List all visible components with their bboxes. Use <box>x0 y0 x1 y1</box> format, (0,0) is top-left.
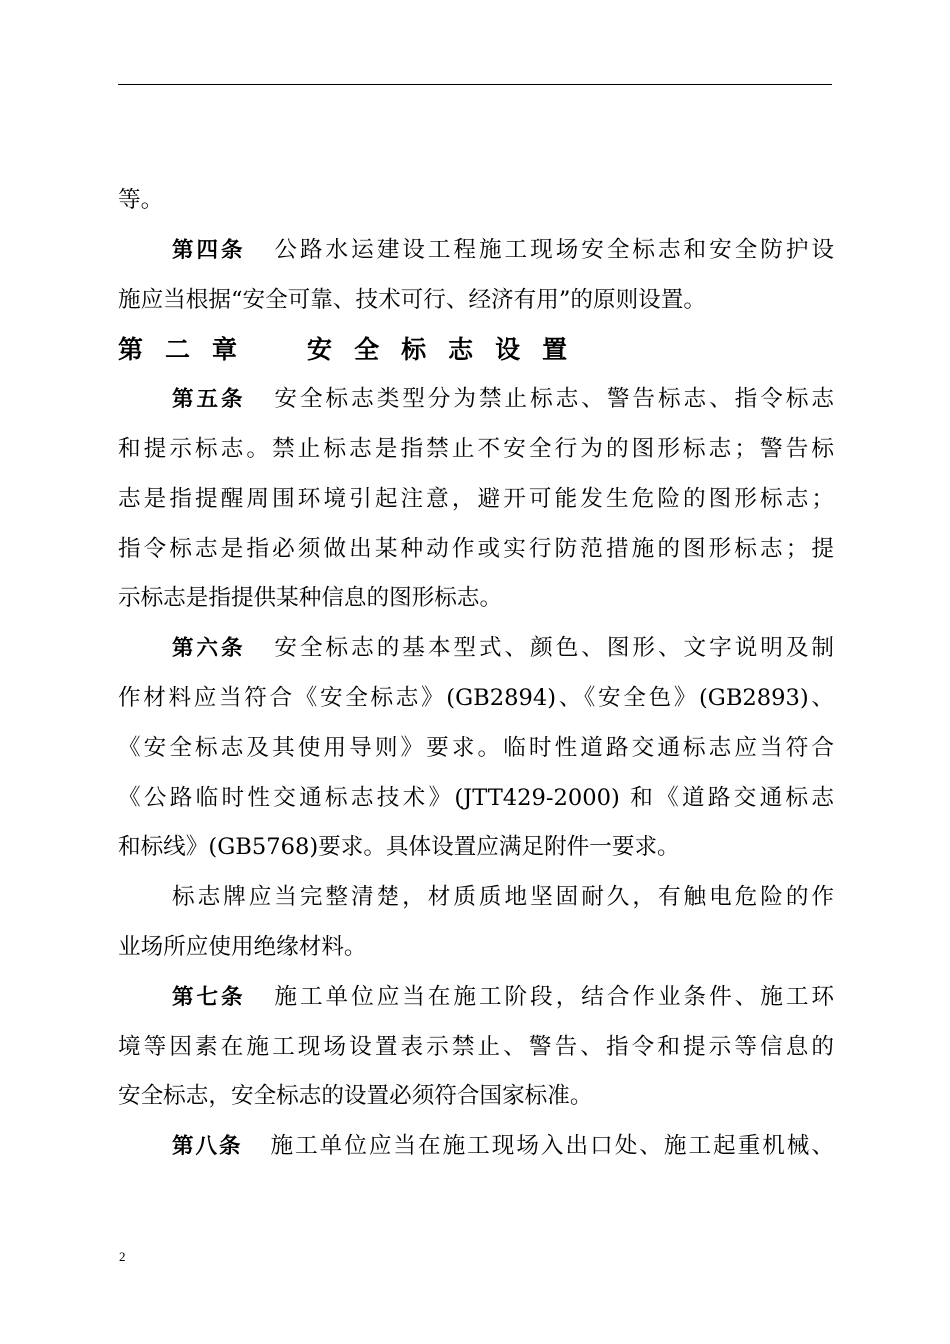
article-8 <box>118 1122 834 1172</box>
chapter-char: 全 <box>354 335 380 365</box>
article-label: 第八条 <box>172 1134 243 1160</box>
chapter-heading <box>118 325 834 375</box>
text-line: 公路水运建设工程施工现场安全标志和安全防护设 <box>271 236 834 263</box>
text-line: 业场所应使用绝缘材料。 <box>118 933 367 960</box>
chapter-char: 章 <box>212 335 238 365</box>
text-line: 和提示标志。禁止标志是指禁止不安全行为的图形标志；警告标 <box>118 435 834 462</box>
text-line: 安全标志，安全标志的设置必须符合国家标准。 <box>118 1083 593 1110</box>
page-number: 2 <box>119 1249 126 1264</box>
document-body <box>118 176 834 1172</box>
text-line: 等。 <box>118 187 164 213</box>
article-7 <box>118 973 834 1023</box>
article-5 <box>118 375 834 425</box>
article-label: 第五条 <box>172 387 246 413</box>
article-6 <box>118 624 834 674</box>
article-label: 第六条 <box>172 636 246 662</box>
article-label: 第七条 <box>172 984 246 1010</box>
text-line: 示标志是指提供某种信息的图形标志。 <box>118 585 503 612</box>
text-line: 作材料应当符合《安全标志》(GB2894)、《安全色》(GB2893)、 <box>118 684 834 711</box>
chapter-char: 第 <box>118 335 144 365</box>
text-line: 和标线》(GB5768)要求。具体设置应满足附件一要求。 <box>118 834 680 861</box>
chapter-char: 安 <box>307 335 333 365</box>
text-line: 安全标志的基本型式、颜色、图形、文字说明及制 <box>271 635 834 662</box>
text-line: 施应当根据“安全可靠、技术可行、经济有用”的原则设置。 <box>118 286 706 313</box>
text-line: 施工单位应当在施工阶段，结合作业条件、施工环 <box>271 983 834 1010</box>
text-line: 标志牌应当完整清楚，材质质地坚固耐久，有触电危险的作 <box>172 884 834 911</box>
article-label: 第四条 <box>172 237 246 263</box>
chapter-char: 志 <box>448 335 474 365</box>
text-line: 境等因素在施工现场设置表示禁止、警告、指令和提示等信息的 <box>118 1033 834 1060</box>
text-line: 《公路临时性交通标志技术》(JTT429-2000) 和《道路交通标志 <box>118 784 834 811</box>
article-4 <box>118 226 834 276</box>
chapter-char: 置 <box>542 335 568 365</box>
text-line: 志是指提醒周围环境引起注意，避开可能发生危险的图形标志； <box>118 485 834 512</box>
text-line: 《安全标志及其使用导则》要求。临时性道路交通标志应当符合 <box>118 734 834 761</box>
text-line: 指令标志是指必须做出某种动作或实行防范措施的图形标志；提 <box>118 535 834 562</box>
chapter-char: 二 <box>165 335 191 365</box>
chapter-char: 设 <box>495 335 521 365</box>
text-line: 安全标志类型分为禁止标志、警告标志、指令标志 <box>271 386 834 413</box>
header-rule <box>118 84 832 85</box>
text-line: 施工单位应当在施工现场入出口处、施工起重机械、 <box>268 1133 834 1160</box>
chapter-char: 标 <box>401 335 427 365</box>
